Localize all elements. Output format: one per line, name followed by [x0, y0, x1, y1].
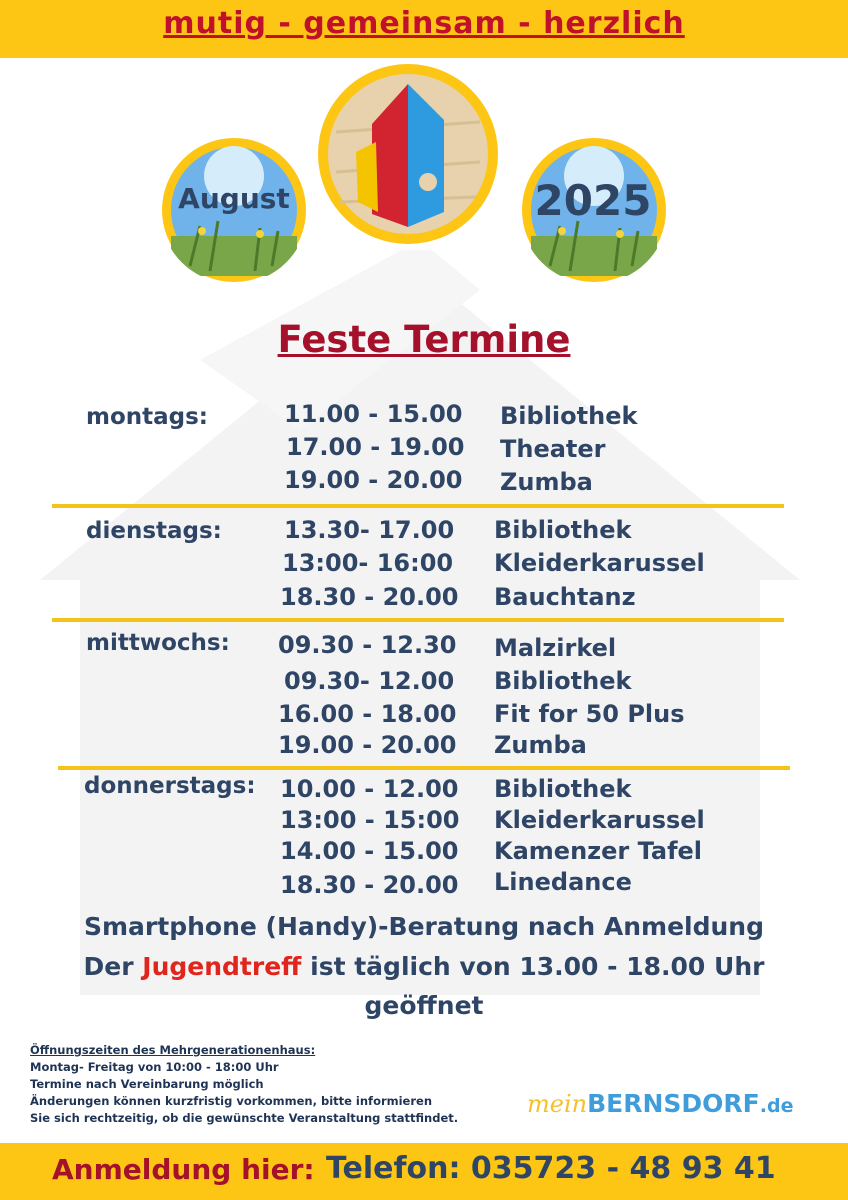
brand-name: BERNSDORF: [587, 1089, 760, 1118]
slogan: mutig - gemeinsam - herzlich: [163, 6, 685, 41]
section-title: Feste Termine: [277, 318, 571, 361]
smartphone-note: Smartphone (Handy)-Beratung nach Anmeldung: [84, 912, 764, 941]
jugend-prefix: Der: [83, 952, 143, 981]
activity: Bibliothek: [494, 775, 632, 803]
time-slot: 19.00 - 20.00: [284, 466, 463, 494]
activity: Kleiderkarussel: [494, 806, 705, 834]
activity: Bibliothek: [494, 516, 632, 544]
opening-hours: [30, 1042, 458, 1127]
opening-hours-line: Sie sich rechtzeitig, ob die gewünschte Veranstaltung stattfindet.: [30, 1111, 459, 1125]
day-label-montags: montags:: [86, 404, 209, 430]
brand-mein: mein: [527, 1090, 588, 1118]
signup-label: Anmeldung hier:: [52, 1153, 315, 1186]
activity: Kamenzer Tafel: [494, 837, 703, 865]
divider: [58, 766, 790, 770]
jugendtreff-highlight: Jugendtreff: [142, 952, 302, 981]
time-slot: 18.30 - 20.00: [280, 871, 459, 899]
opening-hours-line: Termine nach Vereinbarung möglich: [30, 1077, 264, 1091]
time-slot: 13.30- 17.00: [284, 516, 455, 544]
activity: Bibliothek: [500, 402, 638, 430]
time-slot: 16.00 - 18.00: [278, 700, 457, 728]
activity: Bauchtanz: [494, 583, 636, 611]
divider: [52, 618, 784, 622]
activity: Malzirkel: [494, 634, 617, 662]
house-logo-emblem: [316, 62, 500, 246]
day-label-mittwochs: mittwochs:: [86, 630, 230, 656]
time-slot: 13:00 - 15:00: [280, 806, 460, 834]
opening-hours-line: Montag- Freitag von 10:00 - 18:00 Uhr: [30, 1060, 279, 1074]
activity: Kleiderkarussel: [494, 549, 705, 577]
phone-number[interactable]: Telefon: 035723 - 48 93 41: [326, 1151, 776, 1186]
activity: Fit for 50 Plus: [494, 700, 685, 728]
divider: [52, 504, 784, 508]
time-slot: 18.30 - 20.00: [280, 583, 459, 611]
time-slot: 09.30 - 12.30: [278, 631, 457, 659]
time-slot: 10.00 - 12.00: [280, 775, 459, 803]
activity: Zumba: [500, 468, 593, 496]
opening-hours-title: Öffnungszeiten des Mehrgenerationenhaus:: [30, 1043, 316, 1057]
activity: Linedance: [494, 868, 632, 896]
activity: Bibliothek: [494, 667, 632, 695]
time-slot: 09.30- 12.00: [284, 667, 455, 695]
jugend-suffix: ist täglich von 13.00 - 18.00 Uhr: [301, 952, 765, 981]
time-slot: 13:00- 16:00: [282, 549, 454, 577]
jugendtreff-note: [0, 952, 848, 981]
brand-logo: [527, 1089, 793, 1118]
day-label-dienstags: dienstags:: [86, 518, 222, 544]
year-label: 2025: [534, 176, 652, 225]
jugendtreff-note-line2: geöffnet: [364, 991, 484, 1020]
day-label-donnerstags: donnerstags:: [84, 773, 256, 799]
activity: Zumba: [494, 731, 587, 759]
time-slot: 17.00 - 19.00: [286, 433, 465, 461]
brand-tld: .de: [759, 1095, 794, 1117]
time-slot: 11.00 - 15.00: [284, 400, 463, 428]
time-slot: 19.00 - 20.00: [278, 731, 457, 759]
time-slot: 14.00 - 15.00: [280, 837, 459, 865]
month-label: August: [178, 182, 290, 215]
activity: Theater: [500, 435, 606, 463]
opening-hours-line: Änderungen können kurzfristig vorkommen, bitte informieren: [30, 1094, 433, 1108]
